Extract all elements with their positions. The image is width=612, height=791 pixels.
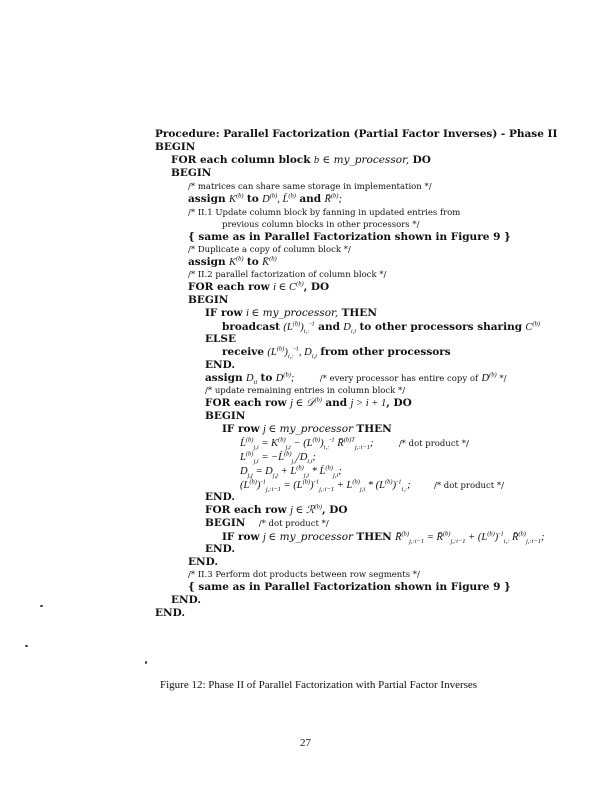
end-keyword: END.	[171, 594, 201, 606]
comment-line: /* II.1 Update column block by fanning in updated entries from	[188, 208, 461, 218]
receive-line: receive $(L^{(b)})_{i,:}^{-1}$, $D_{i,i}$ from other processors	[222, 345, 451, 361]
begin-keyword: BEGIN	[205, 410, 246, 422]
for-row-line: FOR each row i ∈ $C^{(b)}$, DO	[188, 280, 330, 293]
begin-keyword: BEGIN	[188, 294, 229, 306]
scan-speck	[145, 661, 147, 664]
assign-line: assign $K^{(b)}$ to $D^{(b)}$, $Ĺ^{(b)}$ and R̄$^{(b)}$;	[188, 192, 342, 205]
same-as-figure-line: { same as in Parallel Factorization shown in Figure 9 }	[188, 581, 511, 593]
equation-line: $Ĺ^{(b)}_{j,i} = K^{(b)}_{j,i} - (L^{(b)})_{i,:}^{-1}$ R̄$^{(b)T}_{j,:i-1}$; /* dot product */	[240, 436, 469, 452]
equation-line: $(L^{(b)})^{-1}_{j,:i-1} = (L^{(b)})^{-1}_{j,:i-1} + L^{(b)}_{j,i} * (L^{(b)})^{-1}_{i,:}$; /* dot product */	[240, 478, 505, 494]
begin-keyword: BEGIN	[155, 141, 196, 153]
comment-line: /* matrices can share same storage in implementation */	[188, 182, 432, 192]
end-keyword: END.	[205, 491, 235, 503]
if-line: IF row j ∈ my_processor THEN R̄$^{(b)}_{j,:i-1}$ = R̄$^{(b)}_{j,:i-1}$ + $(L^{(b)})^{-1}_{i,:}$ R̄$^{(b)}_{j,:i-1}$;	[222, 530, 545, 546]
equation-line: $L^{(b)}_{j,i}$ = $-Ĺ^{(b)}_{j,i}/D_{i,i}$;	[240, 450, 317, 466]
end-keyword: END.	[188, 556, 218, 568]
comment-line: /* update remaining entries in column block */	[205, 386, 406, 396]
if-line: IF row i ∈ my_processor, THEN	[205, 307, 377, 319]
comment-line: previous column blocks in other processors */	[222, 220, 420, 230]
end-keyword: END.	[155, 607, 185, 619]
equation-line: $D_{j,j} = D_{j,j} + L^{(b)}_{j,i}$ * $Ĺ^{(b)}_{j,i}$;	[240, 464, 342, 480]
scan-speck	[25, 645, 28, 647]
begin-keyword: BEGIN	[171, 167, 212, 179]
for-row-r-line: FOR each row j ∈ ℛ$^{(b)}$, DO	[205, 503, 348, 516]
if-line: IF row j ∈ my_processor THEN	[222, 423, 392, 435]
procedure-heading: Procedure: Parallel Factorization (Partial Factor Inverses) - Phase II	[155, 128, 558, 140]
comment-line: /* Duplicate a copy of column block */	[188, 245, 351, 255]
assign-line: assign $D_{ii}$ to $D^{(b)}$; /* every processor has entire copy of $D^{(b)}$ */	[205, 371, 507, 387]
for-row-j-line: FOR each row j ∈ 𝒟$^{(b)}$ and j > i + 1, DO	[205, 396, 412, 409]
begin-dot-line: BEGIN /* dot product */	[205, 517, 329, 529]
end-keyword: END.	[205, 359, 235, 371]
broadcast-line: broadcast $(L^{(b)})_{i,:}^{-1}$ and $D_{i,i}$ to other processors sharing $C^{(b)}$	[222, 320, 540, 336]
comment-line: /* II.3 Perform dot products between row segments */	[188, 570, 420, 580]
comment-line: /* II.2 parallel factorization of column block */	[188, 270, 387, 280]
page-number: 27	[300, 737, 311, 749]
end-keyword: END.	[205, 543, 235, 555]
for-column-block-line: FOR each column block b ∈ my_processor, DO	[171, 154, 431, 166]
scan-speck	[40, 605, 43, 607]
else-keyword: ELSE	[205, 333, 236, 345]
figure-caption: Figure 12: Phase II of Parallel Factorization with Partial Factor Inverses	[160, 679, 478, 691]
assign-line: assign $K^{(b)}$ to K̄$^{(b)}$	[188, 255, 277, 268]
same-as-figure-line: { same as in Parallel Factorization shown in Figure 9 }	[188, 231, 511, 243]
